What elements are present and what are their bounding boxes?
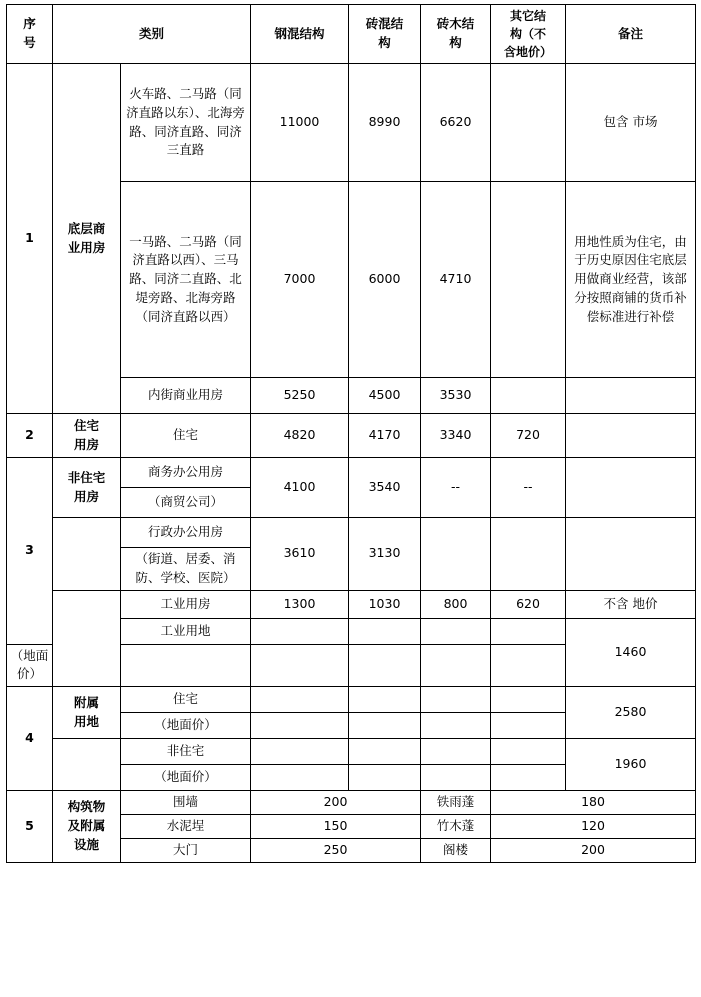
- row-index-5: 5: [7, 791, 53, 863]
- value-remark: 2580: [566, 687, 696, 739]
- value-other: [491, 378, 566, 414]
- value-steel-empty: [251, 713, 349, 739]
- row-category-1: [53, 64, 121, 414]
- value-left: 150: [251, 815, 421, 839]
- value-wood-empty: [349, 644, 421, 687]
- value-other: 720: [491, 414, 566, 458]
- value-wood: 800: [421, 590, 491, 618]
- category-line1: 住宅: [73, 417, 99, 433]
- value-steel: 4100: [251, 458, 349, 518]
- item-name-sub: （地面价）: [7, 644, 53, 687]
- value-other-empty: [421, 644, 491, 687]
- value-wood: 6620: [421, 64, 491, 182]
- value-steel-empty: [251, 687, 349, 713]
- value-remark: [566, 414, 696, 458]
- value-wood: [421, 618, 491, 644]
- row-category-4: [53, 687, 121, 739]
- item-name: 工业用地: [121, 618, 251, 644]
- category-line1: 构筑物: [67, 799, 106, 815]
- category-line2: 业用房: [67, 239, 106, 255]
- category-line2: 用房: [73, 436, 99, 452]
- header-wood-line1: 砖木结: [436, 16, 475, 32]
- value-brick: 4500: [349, 378, 421, 414]
- value-right: 180: [491, 791, 696, 815]
- header-index: [7, 5, 53, 64]
- category-line1: 附属: [73, 694, 99, 710]
- value-brick: 3540: [349, 458, 421, 518]
- table-row: [7, 739, 696, 765]
- value-left: 200: [251, 791, 421, 815]
- row-index-1: 1: [7, 64, 53, 414]
- table-row: [7, 687, 696, 713]
- table-row: [7, 64, 696, 182]
- header-other-line3: 含地价）: [504, 45, 553, 59]
- value-wood: 4710: [421, 182, 491, 378]
- table-row: [7, 590, 696, 618]
- item-name: 住宅: [121, 687, 251, 713]
- header-other-line2: 构（不: [510, 27, 547, 41]
- value-brick-empty: [349, 713, 421, 739]
- header-steel: 钢混结构: [251, 5, 349, 64]
- value-left: 250: [251, 838, 421, 862]
- header-other-line1: 其它结: [510, 9, 547, 23]
- value-brick-empty: [251, 644, 349, 687]
- header-brick-concrete: [349, 5, 421, 64]
- value-brick: 4170: [349, 414, 421, 458]
- item-name-left: 大门: [121, 838, 251, 862]
- value-steel-empty: [121, 644, 251, 687]
- value-steel: 4820: [251, 414, 349, 458]
- row-index-3: 3: [7, 458, 53, 645]
- table-row: [7, 518, 696, 548]
- value-wood-empty: [421, 713, 491, 739]
- value-other-empty: [491, 713, 566, 739]
- header-wood-line2: 构: [449, 35, 462, 50]
- value-other: [491, 518, 566, 591]
- item-name: 一马路、二马路（同济直路以西）、三马路、同济二直路、北堤旁路、北海旁路（同济直路以西）: [121, 182, 251, 378]
- table-row: [7, 791, 696, 815]
- header-remark: 备注: [566, 5, 696, 64]
- value-steel-empty: [251, 765, 349, 791]
- value-other: --: [491, 458, 566, 518]
- value-wood: 3530: [421, 378, 491, 414]
- value-brick: 3130: [349, 518, 421, 591]
- value-other-empty: [491, 765, 566, 791]
- value-steel: 5250: [251, 378, 349, 414]
- item-name-left: 围墙: [121, 791, 251, 815]
- value-other-empty: [491, 739, 566, 765]
- value-steel: 7000: [251, 182, 349, 378]
- value-right: 200: [491, 838, 696, 862]
- value-remark: [566, 458, 696, 518]
- value-other: [491, 618, 566, 644]
- row-index-2: 2: [7, 414, 53, 458]
- row-category-2: [53, 414, 121, 458]
- value-wood: [421, 518, 491, 591]
- header-other: [491, 5, 566, 64]
- value-wood-empty: [421, 765, 491, 791]
- header-brick-line1: 砖混结: [365, 16, 404, 32]
- item-name-right: 阁楼: [421, 838, 491, 862]
- item-name-left: 水泥埕: [121, 815, 251, 839]
- value-brick-empty: [349, 687, 421, 713]
- item-name-sub: （商贸公司）: [121, 488, 251, 518]
- table-row: [7, 458, 696, 488]
- value-steel: [251, 618, 349, 644]
- header-index-line1: 序: [23, 16, 36, 32]
- row-category-3: [53, 458, 121, 518]
- value-brick-empty: [349, 739, 421, 765]
- value-brick: 8990: [349, 64, 421, 182]
- row-index-4: 4: [7, 687, 53, 791]
- row-category-5: [53, 791, 121, 863]
- item-name: 商务办公用房: [121, 458, 251, 488]
- value-remark: 用地性质为住宅，由于历史原因住宅底层用做商业经营，该部分按照商铺的货币补偿标准进行补偿: [566, 182, 696, 378]
- value-remark: [566, 518, 696, 591]
- header-brick-wood: [421, 5, 491, 64]
- value-wood: --: [421, 458, 491, 518]
- value-remark: 包含 市场: [566, 64, 696, 182]
- row-category-4-spacer: [53, 739, 121, 791]
- item-name-sub: （街道、居委、消防、学校、医院）: [121, 548, 251, 591]
- header-brick-line2: 构: [378, 35, 391, 50]
- value-other: 620: [491, 590, 566, 618]
- value-steel-empty: [251, 739, 349, 765]
- item-name-right: 铁雨蓬: [421, 791, 491, 815]
- category-line3: 设施: [73, 836, 99, 852]
- category-line2: 用地: [73, 713, 99, 729]
- compensation-table: [6, 4, 696, 863]
- value-remark: 1960: [566, 739, 696, 791]
- row-category-3-spacer2: [53, 590, 121, 687]
- table-header-row: [7, 5, 696, 64]
- value-steel: 11000: [251, 64, 349, 182]
- item-name: 火车路、二马路（同济直路以东）、北海旁路、同济直路、同济三直路: [121, 64, 251, 182]
- value-steel: 3610: [251, 518, 349, 591]
- item-name-right: 竹木蓬: [421, 815, 491, 839]
- item-name: 住宅: [121, 414, 251, 458]
- value-wood: 3340: [421, 414, 491, 458]
- table-row: [7, 414, 696, 458]
- value-brick-empty: [349, 765, 421, 791]
- header-index-line2: 号: [23, 35, 36, 50]
- value-brick: [349, 618, 421, 644]
- value-other: [491, 64, 566, 182]
- value-wood-empty: [421, 687, 491, 713]
- value-remark: 不含 地价: [566, 590, 696, 618]
- value-remark: [566, 378, 696, 414]
- value-brick: 6000: [349, 182, 421, 378]
- item-name: 内街商业用房: [121, 378, 251, 414]
- value-steel: 1300: [251, 590, 349, 618]
- value-brick: 1030: [349, 590, 421, 618]
- category-line2: 及附属: [67, 817, 106, 833]
- item-name: 非住宅: [121, 739, 251, 765]
- category-line2: 用房: [73, 488, 99, 504]
- value-other: [491, 182, 566, 378]
- row-category-3-spacer: [53, 518, 121, 591]
- value-wood-empty: [421, 739, 491, 765]
- item-name-sub: （地面价）: [121, 713, 251, 739]
- category-line1: 底层商: [67, 220, 106, 236]
- item-name-sub: （地面价）: [121, 765, 251, 791]
- item-name: 工业用房: [121, 590, 251, 618]
- item-name: 行政办公用房: [121, 518, 251, 548]
- header-category: 类别: [53, 5, 251, 64]
- value-other-empty: [491, 687, 566, 713]
- value-remark: 1460: [566, 618, 696, 687]
- category-line1: 非住宅: [67, 469, 106, 485]
- value-right: 120: [491, 815, 696, 839]
